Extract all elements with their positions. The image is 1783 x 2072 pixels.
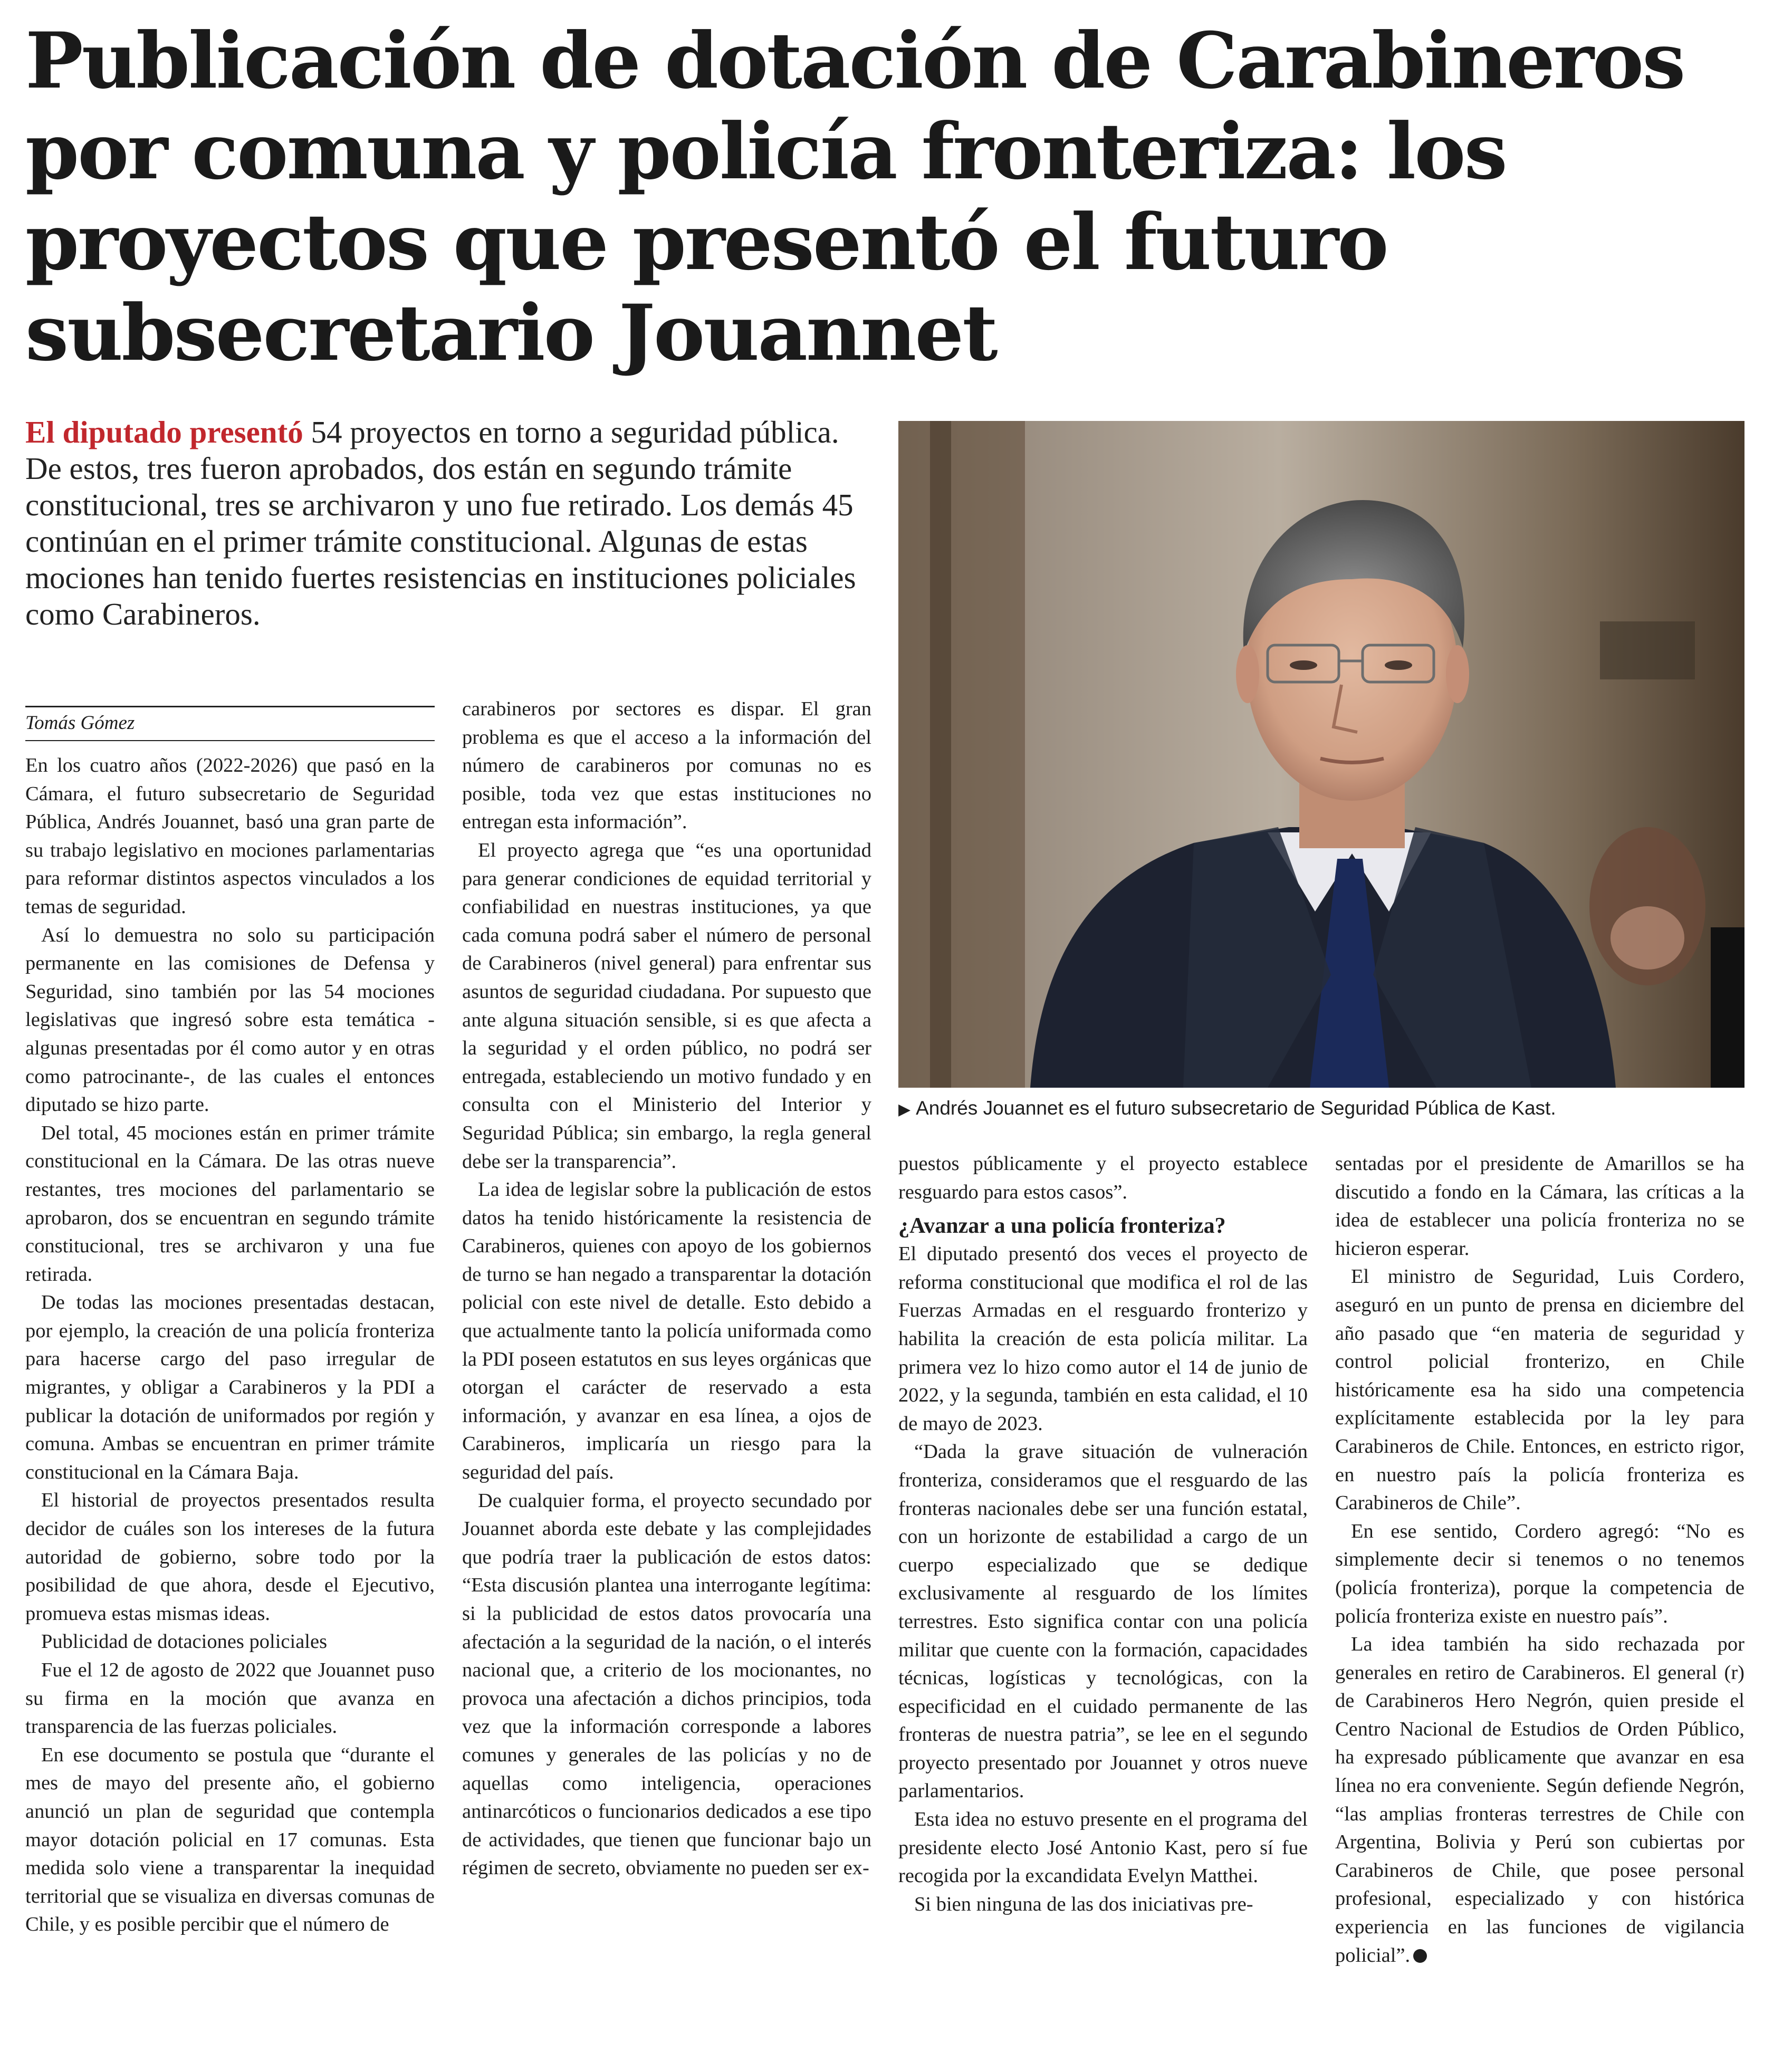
lead-kicker: El diputado presentó bbox=[25, 415, 303, 449]
body-paragraph: carabineros por sectores es dispar. El gran problema es que el acceso a la información del número de carabineros por comunas no es posible, toda vez que estas instituciones no entregan esta información”. bbox=[462, 698, 871, 833]
section-subheading: Publicidad de dotaciones policiales bbox=[41, 1630, 328, 1653]
body-paragraph: “Dada la grave situación de vulneración fronteriza, consideramos que el resguardo de las fronteras nacionales debe ser una función estatal, con un horizonte de estabilidad a cargo de un cuerpo especializado que se dedique exclusivamente al resguardo de los límites terrestres. Esto significa contar con una policía militar que cuente con la formación, capacidades técnicas, logísticas y tecnológicas, con la especificidad en el cuidado permanente de las fronteras de nuestra patria”, se lee en el segundo proyecto presentado por Jouannet y otros nueve parlamentarios. bbox=[898, 1441, 1308, 1802]
body-paragraph: Del total, 45 mociones están en primer trámite constitucional en la Cámara. De las otras nueve restantes, tres mociones del parlamentario se aprobaron, dos se encuentran en segundo trámite constitucional, tres se archivaron y una fue retirada. bbox=[25, 1121, 435, 1286]
end-of-article-dot-icon bbox=[1413, 1949, 1427, 1963]
body-paragraph: En ese sentido, Cordero agregó: “No es simplemente decir si tenemos o no tenemos (policía fronteriza), porque la competencia de policía fronteriza existe en nuestro país”. bbox=[1335, 1520, 1744, 1627]
body-paragraph: puestos públicamente y el proyecto establece resguardo para estos casos”. bbox=[898, 1153, 1308, 1203]
body-paragraph: El historial de proyectos presentados resulta decidor de cuáles son los intereses de la futura autoridad de gobierno, sobre todo por la posibilidad de que ahora, desde el Ejecutivo, promueva estas mismas ideas. bbox=[25, 1489, 435, 1625]
headline-line: Publicación de dotación de Carabineros bbox=[25, 16, 1684, 106]
photo-caption bbox=[898, 1096, 1744, 1122]
closing-text: La idea también ha sido rechazada por generales en retiro de Carabineros. El general (r) de Carabineros Hero Negrón, quien preside el Centro Nacional de Estudios de Orden Público, ha expresado públicamente que avanzar en esa línea no era conveniente. Según defiende Negrón, “las amplias fronteras terrestres de Chile con Argentina, Bolivia y Perú son cubiertas por Carabineros de Chile, que posee personal profesional, especializado y con histórica experiencia en las funciones de vigilancia policial”. bbox=[1335, 1633, 1744, 1967]
byline: Tomás Gómez bbox=[25, 706, 435, 741]
body-paragraph bbox=[1335, 1630, 1744, 1970]
headline bbox=[25, 16, 1745, 379]
body-paragraph: El ministro de Seguridad, Luis Cordero, aseguró en un punto de prensa en diciembre del año pasado que “en materia de seguridad y control policial fronterizo, en Chile históricamente esa ha sido una competencia explícitamente establecida por la ley para Carabineros de Chile. Entonces, en estricto rigor, en nuestro país la policía fronteriza es Carabineros de Chile”. bbox=[1335, 1265, 1744, 1514]
body-paragraph: Esta idea no estuvo presente en el programa del presidente electo José Antonio Kast, pero sí fue recogida por la excandidata Evelyn Matthei. bbox=[898, 1808, 1308, 1887]
body-paragraph: sentadas por el presidente de Amarillos se ha discutido a fondo en la Cámara, las críticas a la idea de establecer una policía fronteriza no se hicieron esperar. bbox=[1335, 1153, 1744, 1260]
body-paragraph: Si bien ninguna de las dos iniciativas pre- bbox=[914, 1893, 1253, 1915]
caption-triangle-icon: ▶ bbox=[898, 1101, 911, 1118]
portrait-illustration bbox=[898, 421, 1744, 1088]
section-heading: ¿Avanzar a una policía fronteriza? bbox=[898, 1214, 1226, 1239]
article-column-4 bbox=[1335, 1150, 1744, 2047]
photo-andres-jouannet bbox=[898, 421, 1744, 1088]
body-paragraph: Así lo demuestra no solo su participación permanente en las comisiones de Defensa y Seguridad, sino también por las 54 mociones legislativas que ingresó sobre esta temática -algunas presentadas por él como autor y en otras como patrocinante-, de las cuales el entonces diputado se hizo parte. bbox=[25, 924, 435, 1116]
headline-line: por comuna y policía fronteriza: los bbox=[25, 107, 1506, 197]
article-column-3 bbox=[898, 1150, 1308, 2047]
caption-text: Andrés Jouannet es el futuro subsecretario de Seguridad Pública de Kast. bbox=[916, 1097, 1556, 1119]
headline-line: proyectos que presentó el futuro bbox=[25, 197, 1387, 287]
body-paragraph: De todas las mociones presentadas destacan, por ejemplo, la creación de una policía fronteriza para hacerse cargo del paso irregular de migrantes, y obligar a Carabineros y la PDI a publicar la dotación de uniformados por región y comuna. Ambas se encuentran en primer trámite constitucional en la Cámara Baja. bbox=[25, 1291, 435, 1483]
lead-text: 54 proyectos en torno a seguridad pública. De estos, tres fueron aprobados, dos están en segundo trámite constitucional, tres se archivaron y uno fue retirado. Los demás 45 continúan en el primer trámite constitucional. Algunas de estas mociones han tenido fuertes resistencias en instituciones policiales como Carabineros. bbox=[25, 415, 856, 631]
body-paragraph: Fue el 12 de agosto de 2022 que Jouannet puso su firma en la moción que avanza en transparencia de las fuerzas policiales. bbox=[25, 1659, 435, 1738]
lead-paragraph bbox=[25, 414, 864, 632]
body-paragraph: De cualquier forma, el proyecto secundado por Jouannet aborda este debate y las complejidades que podría traer la publicación de estos datos: “Esta discusión plantea una interrogante legítima: si la publicidad de estos datos provocaría una afectación a la seguridad de la nación, o el interés nacional que, a criterio de los mocionantes, no provoca una afectación a dichos principios, toda vez que la información corresponde a labores comunes y generales de las policías y no de aquellas como inteligencia, operaciones antinarcóticos o funcionarios dedicados a ese tipo de actividades, que tienen que funcionar bajo un régimen de secreto, obviamente no pueden ser ex- bbox=[462, 1489, 871, 1879]
article-column-2 bbox=[462, 695, 871, 2046]
body-paragraph: La idea de legislar sobre la publicación de estos datos ha tenido históricamente la resistencia de Carabineros, quienes con apoyo de los gobiernos de turno se han negado a transparentar la dotación policial con este nivel de detalle. Esto debido a que actualmente tanto la policía uniformada como la PDI poseen estatutos en sus leyes orgánicas que otorgan el carácter de reservado a esta información, y avanzar en esa línea, a ojos de Carabineros, implicaría un riesgo para la seguridad del país. bbox=[462, 1178, 871, 1484]
body-paragraph: En los cuatro años (2022-2026) que pasó en la Cámara, el futuro subsecretario de Seguridad Pública, Andrés Jouannet, basó una gran parte de su trabajo legislativo en mociones parlamentarias para reformar distintos aspectos vinculados a los temas de seguridad. bbox=[25, 754, 435, 918]
body-paragraph: El proyecto agrega que “es una oportunidad para generar condiciones de equidad territorial y confiabilidad en nuestras instituciones, ya que cada comuna podrá saber el número de personal de Carabineros (nivel general) para enfrentar sus asuntos de seguridad ciudadana. Por supuesto que ante alguna situación sensible, si es que afecta a la seguridad y el orden público, no podrá ser entregada, estableciendo un motivo fundado y en consulta con el Ministerio del Interior y Seguridad Pública; sin embargo, la regla general debe ser la transparencia”. bbox=[462, 839, 871, 1173]
article-column-1 bbox=[25, 752, 435, 2039]
body-paragraph: El diputado presentó dos veces el proyecto de reforma constitucional que modifica el rol de las Fuerzas Armadas en el resguardo fronterizo y habilita la creación de esta policía militar. La primera vez lo hizo como autor el 14 de junio de 2022, y la segunda, también en esta calidad, el 10 de mayo de 2023. bbox=[898, 1243, 1308, 1435]
body-paragraph: En ese documento se postula que “durante el mes de mayo del presente año, el gobierno anunció un plan de seguridad que contempla mayor dotación policial en 17 comunas. Esta medida solo viene a transparentar la inequidad territorial que se visualiza en diversas comunas de Chile, y es posible percibir que el número de bbox=[25, 1743, 435, 1936]
headline-line: subsecretario Jouannet bbox=[25, 288, 996, 378]
